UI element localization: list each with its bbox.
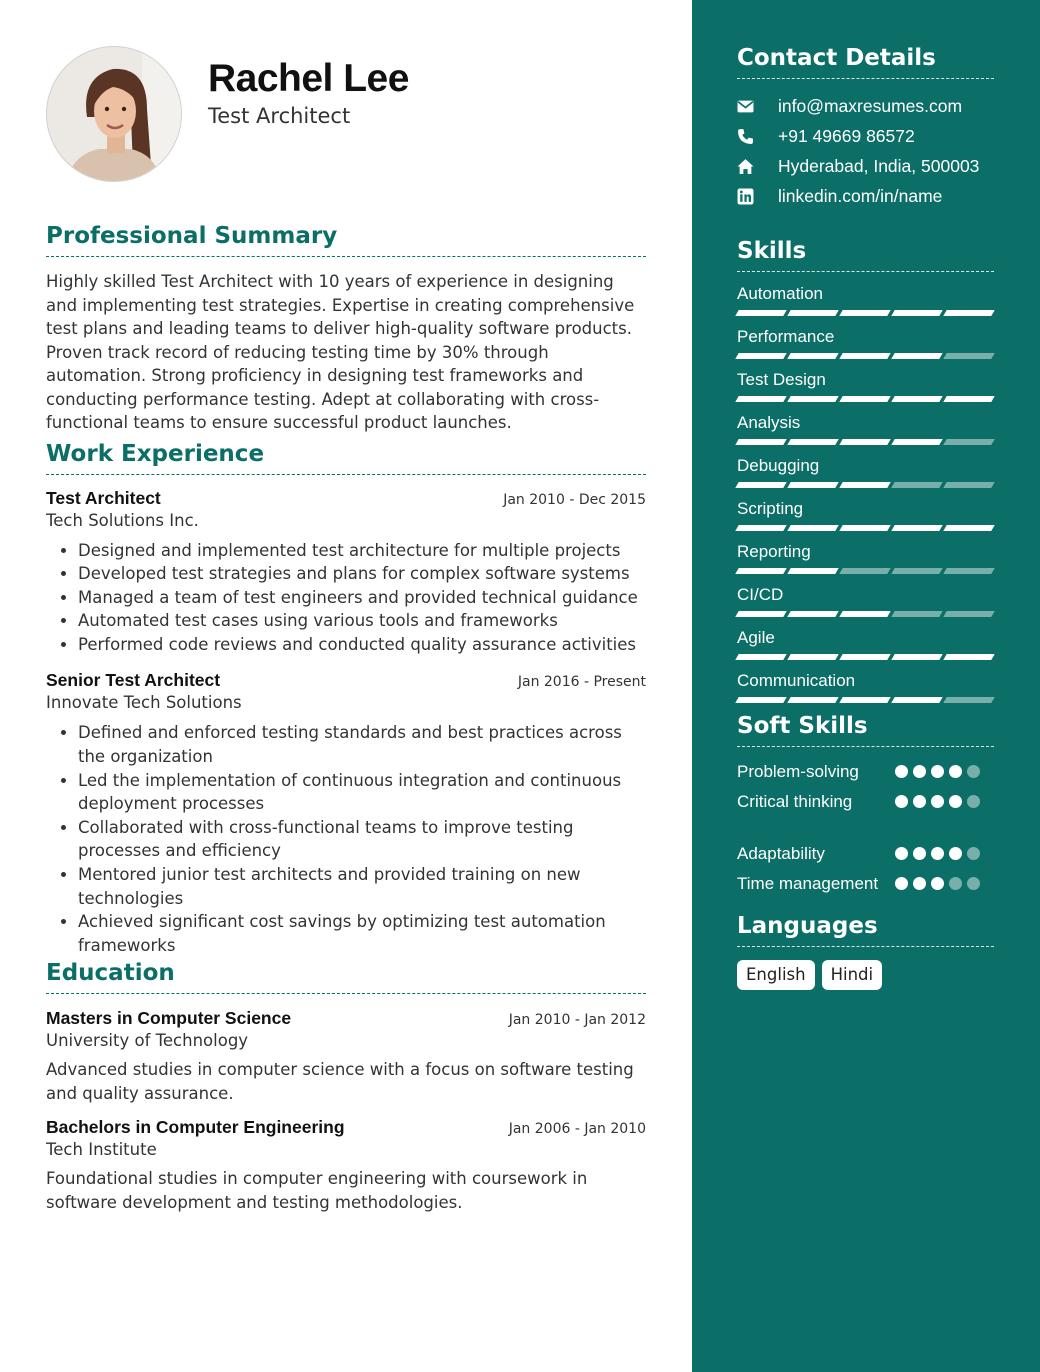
education-dates: Jan 2010 - Jan 2012: [508, 1012, 646, 1029]
skill-level-segment: [943, 611, 994, 617]
skill-level-segment: [839, 568, 890, 574]
skill-level-segment: [735, 697, 786, 703]
skill-level-segment: [735, 611, 786, 617]
skill-name: CI/CD: [737, 585, 784, 604]
job-bullet: • Collaborated with cross-functional teams to improve testing processes and efficiency: [78, 816, 646, 863]
skill-level-segment: [943, 482, 994, 488]
skill-level-segment: [943, 568, 994, 574]
skill-level-segment: [891, 439, 942, 445]
language-list: [737, 960, 994, 990]
rating-dot: [895, 795, 908, 808]
envelope-icon: [737, 98, 766, 115]
skill-level-bar: [737, 310, 994, 317]
skill-level-segment: [943, 310, 994, 316]
job-bullet: • Designed and implemented test architecture for multiple projects: [78, 539, 646, 563]
job-entry: [46, 488, 646, 657]
education-description: Advanced studies in computer science with a focus on software testing and quality assurance.: [46, 1060, 634, 1103]
skill-item: [737, 413, 994, 446]
rating-dot: [913, 877, 926, 890]
skill-level-segment: [787, 611, 838, 617]
rating-dot: [967, 877, 980, 890]
skill-name: Agile: [737, 628, 775, 647]
job-bullets: [46, 539, 646, 657]
language-tag: Hindi: [822, 960, 883, 990]
skills-section: [737, 237, 994, 704]
skill-level-segment: [735, 654, 786, 660]
skill-name: Debugging: [737, 456, 820, 475]
job-bullet: • Led the implementation of continuous integration and continuous deployment processes: [78, 769, 646, 816]
rating-dot: [931, 847, 944, 860]
skill-level-segment: [787, 697, 838, 703]
work-experience-section: [46, 440, 646, 958]
rating-dot: [949, 877, 962, 890]
job-role: Test Architect: [46, 487, 161, 508]
section-heading: Work Experience: [46, 440, 646, 475]
contact-item[interactable]: [737, 121, 994, 151]
skill-level-bar: [737, 396, 994, 403]
education-school: Tech Institute: [46, 1140, 157, 1160]
skill-level-segment: [787, 654, 838, 660]
skill-item: [737, 499, 994, 532]
skill-level-segment: [839, 396, 890, 402]
avatar: [46, 46, 182, 182]
soft-skill-rating: [895, 872, 994, 890]
job-header: [46, 670, 646, 691]
linkedin-icon: [737, 188, 766, 205]
rating-dot: [931, 765, 944, 778]
soft-skill-item: [737, 790, 994, 842]
rating-dot: [949, 847, 962, 860]
job-bullet: • Mentored junior test architects and provided training on new technologies: [78, 863, 646, 910]
skill-level-bar: [737, 525, 994, 532]
skill-level-segment: [943, 654, 994, 660]
education-dates: Jan 2006 - Jan 2010: [508, 1121, 646, 1138]
education-degree: Bachelors in Computer Engineering: [46, 1117, 345, 1138]
summary-text: Highly skilled Test Architect with 10 years of experience in designing and implementing test strategies. Expertise in creating comprehensive test plans and leading teams to deliver high-quality software products. Proven track record of reducing testing time by 30% through automation. Strong proficiency in designing test frameworks and conducting performance testing. Adept at collaborating with cross-functional teams to ensure successful product launches.: [46, 272, 635, 432]
section-heading: Skills: [737, 237, 994, 272]
education-entry: [46, 1008, 646, 1105]
rating-dot: [895, 847, 908, 860]
skill-item: [737, 671, 994, 704]
contact-item[interactable]: [737, 91, 994, 121]
job-entry: [46, 670, 646, 957]
job-bullets: [46, 721, 646, 957]
soft-skill-name: Problem-solving: [737, 762, 859, 781]
soft-skill-list: [737, 760, 994, 902]
skill-name: Scripting: [737, 499, 804, 518]
soft-skill-name: Critical thinking: [737, 792, 853, 811]
skill-level-segment: [891, 310, 942, 316]
skill-level-segment: [735, 439, 786, 445]
skill-item: [737, 542, 994, 575]
skill-level-segment: [943, 525, 994, 531]
rating-dot: [895, 765, 908, 778]
job-list: [46, 488, 646, 958]
rating-dot: [949, 765, 962, 778]
job-bullet: • Performed code reviews and conducted quality assurance activities: [78, 633, 646, 657]
skill-name: Communication: [737, 671, 856, 690]
skill-level-segment: [787, 310, 838, 316]
skill-level-segment: [943, 396, 994, 402]
skill-level-segment: [891, 525, 942, 531]
job-bullet: • Defined and enforced testing standards and best practices across the organization: [78, 721, 646, 768]
skill-level-segment: [787, 568, 838, 574]
skill-level-segment: [891, 353, 942, 359]
skill-level-segment: [943, 353, 994, 359]
skill-level-segment: [891, 654, 942, 660]
skill-name: Analysis: [737, 413, 801, 432]
skill-level-bar: [737, 654, 994, 661]
job-bullet: • Managed a team of test engineers and provided technical guidance: [78, 586, 646, 610]
contact-text: linkedin.com/in/name: [778, 185, 943, 206]
education-section: [46, 959, 646, 1214]
sidebar: [692, 0, 1040, 1372]
rating-dot: [967, 847, 980, 860]
skill-name: Test Design: [737, 370, 826, 389]
skill-level-segment: [735, 353, 786, 359]
skill-level-segment: [891, 482, 942, 488]
skill-level-segment: [839, 654, 890, 660]
skill-level-segment: [839, 310, 890, 316]
skill-level-segment: [839, 439, 890, 445]
rating-dot: [913, 795, 926, 808]
skill-item: [737, 284, 994, 317]
candidate-title: Test Architect: [208, 104, 351, 128]
professional-summary-section: [46, 222, 646, 435]
job-company: Tech Solutions Inc.: [46, 510, 199, 530]
education-list: [46, 1008, 646, 1214]
education-degree: Masters in Computer Science: [46, 1008, 292, 1029]
soft-skill-rating: [895, 760, 994, 778]
contact-text: Hyderabad, India, 500003: [778, 155, 980, 176]
home-icon: [737, 158, 766, 175]
rating-dot: [967, 795, 980, 808]
rating-dot: [895, 877, 908, 890]
section-heading: Contact Details: [737, 44, 994, 79]
soft-skills-section: [737, 712, 994, 902]
section-heading: Languages: [737, 912, 994, 947]
education-header: [46, 1117, 646, 1138]
skill-level-bar: [737, 482, 994, 489]
skill-name: Automation: [737, 284, 823, 303]
rating-dot: [931, 877, 944, 890]
soft-skill-item: [737, 842, 994, 872]
job-company: Innovate Tech Solutions: [46, 693, 242, 713]
contact-item[interactable]: [737, 181, 994, 211]
skill-list: [737, 284, 994, 704]
skill-item: [737, 585, 994, 618]
skill-level-segment: [943, 697, 994, 703]
rating-dot: [949, 795, 962, 808]
skill-item: [737, 456, 994, 489]
candidate-name: Rachel Lee: [208, 57, 409, 100]
soft-skill-rating: [895, 842, 994, 860]
skill-item: [737, 370, 994, 403]
resume-header: [46, 46, 646, 182]
skill-level-bar: [737, 439, 994, 446]
job-bullet: • Developed test strategies and plans for complex software systems: [78, 562, 646, 586]
languages-section: [737, 912, 994, 990]
education-header: [46, 1008, 646, 1029]
section-heading: Education: [46, 959, 646, 994]
rating-dot: [913, 847, 926, 860]
phone-icon: [737, 128, 766, 145]
name-block: [208, 56, 409, 128]
job-bullet: • Automated test cases using various tools and frameworks: [78, 609, 646, 633]
skill-level-segment: [839, 697, 890, 703]
language-tag: English: [737, 960, 815, 990]
job-header: [46, 488, 646, 509]
skill-level-segment: [839, 611, 890, 617]
skill-level-segment: [735, 525, 786, 531]
skill-level-segment: [839, 353, 890, 359]
contact-text: +91 49669 86572: [778, 125, 915, 146]
job-bullet: • Achieved significant cost savings by optimizing test automation frameworks: [78, 910, 646, 957]
skill-level-bar: [737, 697, 994, 704]
skill-item: [737, 628, 994, 661]
skill-level-bar: [737, 353, 994, 360]
skill-level-segment: [787, 396, 838, 402]
education-entry: [46, 1117, 646, 1214]
skill-level-segment: [891, 568, 942, 574]
skill-level-segment: [891, 396, 942, 402]
skill-level-segment: [787, 439, 838, 445]
skill-name: Reporting: [737, 542, 811, 561]
section-heading: Soft Skills: [737, 712, 994, 747]
soft-skill-name: Adaptability: [737, 844, 825, 863]
skill-level-segment: [787, 482, 838, 488]
skill-name: Performance: [737, 327, 835, 346]
skill-level-segment: [839, 525, 890, 531]
skill-level-segment: [735, 310, 786, 316]
skill-level-segment: [735, 568, 786, 574]
skill-level-segment: [891, 697, 942, 703]
skill-level-segment: [891, 611, 942, 617]
skill-level-bar: [737, 568, 994, 575]
portrait-image: [47, 47, 182, 182]
skill-level-segment: [735, 482, 786, 488]
skill-level-segment: [735, 396, 786, 402]
job-role: Senior Test Architect: [46, 670, 221, 691]
skill-level-segment: [787, 353, 838, 359]
soft-skill-name: Time management: [737, 874, 879, 893]
soft-skill-rating: [895, 790, 994, 808]
skill-level-segment: [787, 525, 838, 531]
skill-item: [737, 327, 994, 360]
soft-skill-item: [737, 760, 994, 790]
skill-level-bar: [737, 611, 994, 618]
skill-level-segment: [943, 439, 994, 445]
rating-dot: [967, 765, 980, 778]
job-dates: Jan 2010 - Dec 2015: [503, 491, 646, 508]
contact-section: [737, 44, 994, 211]
education-school: University of Technology: [46, 1031, 249, 1051]
rating-dot: [913, 765, 926, 778]
education-description: Foundational studies in computer engineering with coursework in software development and testing methodologies.: [46, 1169, 588, 1212]
soft-skill-item: [737, 872, 994, 902]
section-heading: Professional Summary: [46, 222, 646, 257]
rating-dot: [931, 795, 944, 808]
contact-text: info@maxresumes.com: [778, 95, 963, 116]
skill-level-segment: [839, 482, 890, 488]
job-dates: Jan 2016 - Present: [517, 674, 646, 691]
contact-list: [737, 91, 994, 211]
contact-item[interactable]: [737, 151, 994, 181]
